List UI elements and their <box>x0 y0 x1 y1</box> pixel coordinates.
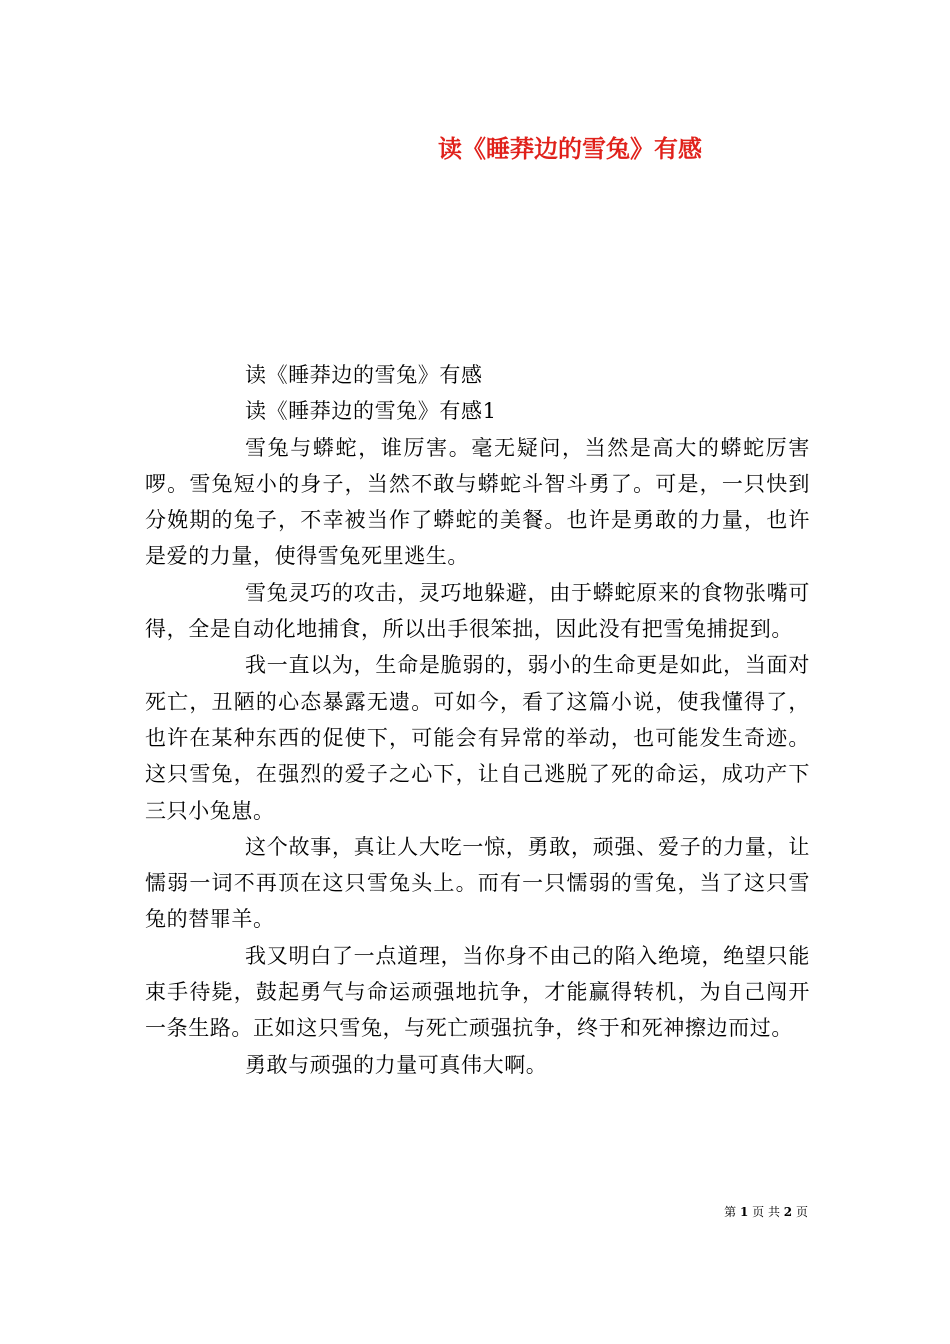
paragraph: 勇敢与顽强的力量可真伟大啊。 <box>245 1052 548 1077</box>
paragraph-subheading: 读《睡莽边的雪兔》有感1 <box>245 399 497 424</box>
total-page-number: 2 <box>783 1205 793 1219</box>
document-body <box>145 357 810 1083</box>
document-title: 读《睡莽边的雪兔》有感 <box>438 134 702 163</box>
current-page-number: 1 <box>739 1205 749 1219</box>
paragraph: 雪兔与蟒蛇，谁厉害。毫无疑问，当然是高大的蟒蛇厉害啰。雪兔短小的身子，当然不敢与蟒蛇斗智斗勇了。可是，一只快到分娩期的兔子，不幸被当作了蟒蛇的美餐。也许是勇敢的力量，也许是爱的力量，使得雪兔死里逃生。 <box>145 435 810 569</box>
paragraph: 我又明白了一点道理，当你身不由己的陷入绝境，绝望只能束手待毙，鼓起勇气与命运顽强地抗争，才能赢得转机，为自己闯开一条生路。正如这只雪兔，与死亡顽强抗争，终于和死神擦边而过。 <box>145 943 810 1041</box>
paragraph: 这个故事，真让人大吃一惊，勇敢，顽强、爱子的力量，让懦弱一词不再顶在这只雪兔头上。而有一只懦弱的雪兔，当了这只雪兔的替罪羊。 <box>145 834 810 932</box>
paragraph: 我一直以为，生命是脆弱的，弱小的生命更是如此，当面对死亡，丑陋的心态暴露无遗。可如今，看了这篇小说，使我懂得了，也许在某种东西的促使下，可能会有异常的举动，也可能发生奇迹。这只雪兔，在强烈的爱子之心下，让自己逃脱了死的命运，成功产下三只小兔崽。 <box>145 653 810 823</box>
paragraph: 雪兔灵巧的攻击，灵巧地躲避，由于蟒蛇原来的食物张嘴可得，全是自动化地捕食，所以出手很笨拙，因此没有把雪兔捕捉到。 <box>145 580 810 642</box>
footer-middle: 页 共 <box>752 1205 780 1219</box>
footer-suffix: 页 <box>795 1205 808 1219</box>
footer-prefix: 第 <box>724 1205 737 1219</box>
paragraph-heading: 读《睡莽边的雪兔》有感 <box>245 363 483 387</box>
page-number-footer <box>724 1204 808 1220</box>
